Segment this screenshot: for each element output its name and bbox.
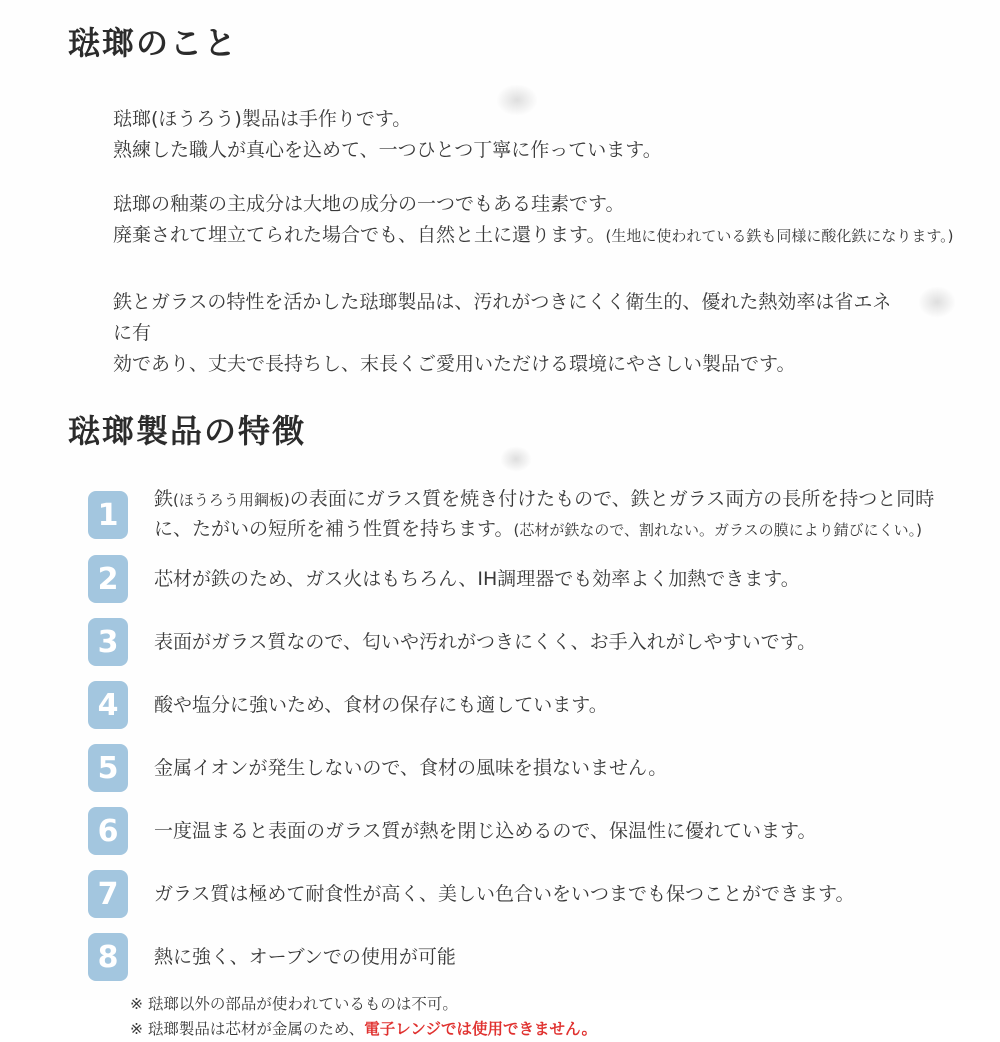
feature-text-small-note: (芯材が鉄なので、割れない。ガラスの膜により錆びにくい。) — [513, 521, 922, 539]
feature-text: 表面がガラス質なので、匂いや汚れがつきにくく、お手入れがしやすいです。 — [154, 630, 817, 653]
feature-text-segment: の表面にガラス質を焼き付けたもので、鉄とガラス両方の長所を持つと同時 — [289, 488, 935, 510]
paragraph-line: 熟練した職人が真心を込めて、一つひとつ丁寧に作っています。 — [113, 139, 662, 161]
feature-number-badge: 2 — [88, 555, 128, 603]
feature-number-badge: 5 — [88, 744, 128, 792]
feature-item-8 — [88, 933, 1000, 981]
feature-item-1 — [88, 485, 1000, 545]
paragraph-line: 鉄とガラスの特性を活かした琺瑯製品は、汚れがつきにくく衛生的、優れた熱効率は省エネに有 — [113, 291, 892, 344]
feature-item-7 — [88, 870, 1000, 918]
feature-number-badge: 8 — [88, 933, 128, 981]
feature-number-badge: 1 — [88, 491, 128, 539]
feature-item-2 — [88, 555, 1000, 603]
footnote-non-enamel-parts: ※ 琺瑯以外の部品が使われているものは不可。 — [130, 995, 458, 1013]
features-list — [88, 485, 1000, 981]
section-heading-about: 琺瑯のこと — [68, 24, 239, 62]
feature-text: 金属イオンが発生しないので、食材の風味を損ないません。 — [154, 756, 668, 779]
feature-text-segment: に、たがいの短所を補う性質を持ちます。 — [154, 518, 514, 540]
feature-text-segment: 鉄 — [154, 488, 174, 510]
feature-item-4 — [88, 681, 1000, 729]
footnote-microwave-warning — [130, 1017, 1000, 1042]
feature-item-3 — [88, 618, 1000, 666]
feature-text: 芯材が鉄のため、ガス火はもちろん、IH調理器でも効率よく加熱できます。 — [154, 567, 800, 590]
section-heading-features: 琺瑯製品の特徴 — [68, 412, 307, 450]
feature-item-5 — [88, 744, 1000, 792]
paragraph-line: 廃棄されて埋立てられた場合でも、自然と土に還ります。 — [113, 224, 606, 246]
feature-text-small-note: (ほうろう用鋼板) — [173, 491, 290, 509]
paragraph-eco — [113, 287, 903, 380]
feature-item-6 — [88, 807, 1000, 855]
footnote-text: ※ 琺瑯製品は芯材が金属のため、 — [130, 1020, 365, 1038]
feature-number-badge: 3 — [88, 618, 128, 666]
feature-text: 酸や塩分に強いため、食材の保存にも適しています。 — [154, 693, 608, 716]
paragraph-line: 琺瑯(ほうろう)製品は手作りです。 — [113, 108, 412, 130]
feature-text — [154, 485, 934, 545]
feature-text: 一度温まると表面のガラス質が熱を閉じ込めるので、保温性に優れています。 — [154, 819, 817, 842]
footnote-warning-red-text: 電子レンジでは使用できません。 — [364, 1020, 597, 1038]
paragraph-glaze — [113, 189, 1000, 252]
feature-number-badge: 7 — [88, 870, 128, 918]
feature-text: ガラス質は極めて耐食性が高く、美しい色合いをいつまでも保つことができます。 — [154, 882, 855, 905]
paragraph-handmade — [113, 104, 1000, 166]
feature-number-badge: 6 — [88, 807, 128, 855]
paragraph-line: 琺瑯の釉薬の主成分は大地の成分の一つでもある珪素です。 — [113, 193, 625, 215]
paragraph-line: 効であり、丈夫で長持ちし、末長くご愛用いただける環境にやさしい製品です。 — [113, 353, 796, 375]
paragraph-inline-note: (生地に使われている鉄も同様に酸化鉄になります。) — [605, 227, 954, 245]
feature-number-badge: 4 — [88, 681, 128, 729]
intro-section — [113, 104, 1000, 380]
feature-text: 熱に強く、オーブンでの使用が可能 — [154, 945, 456, 968]
